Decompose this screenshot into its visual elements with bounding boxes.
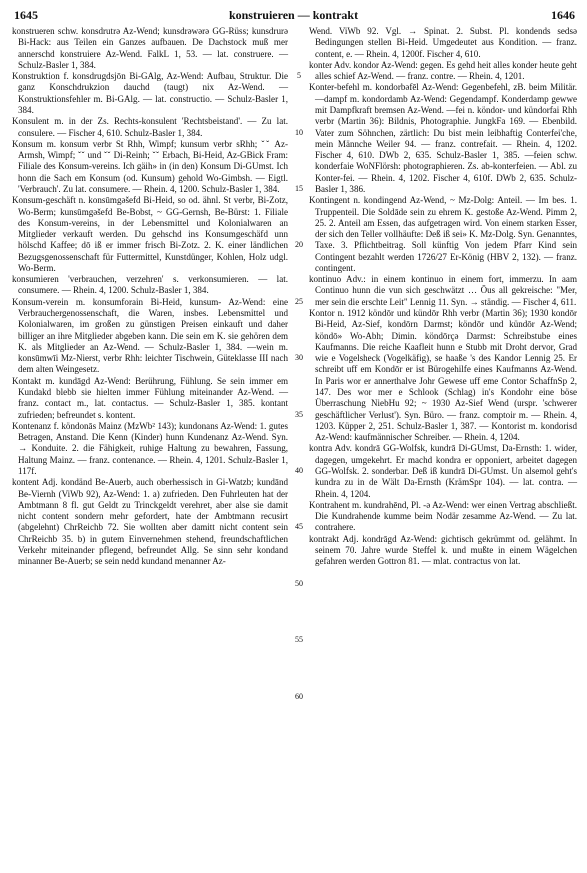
dictionary-entry: Konter-befehl m. kondorbəfēl Az-Wend: Gegenbefehl, zB. beim Militär. —dampf m. kondordamb Az-Wend: Gegendampf. Konderdamp gewwe mit Dampfkraft bremsen Az-Wend. —fei n. köndor- und kündorfai Rhh verbr (Martin 36): Bildnis, Photographie. JungkFa 169. — Ebenbild. Vater zum Söhnchen, zärtlich: Du bist mein leibhaftig Conterfei'che, mein Männche Weiler 94. — franz. contrefait. — Rhein. 4, 1202. Fischer 4, 610. DWb 2, 635. Schulz-Basler 1, 385. —feien schw. konderfaie WoNFlörsh: photographieren. Zs. ab-konterfeien. — Abl. zu Konter-fei. — Rhein. 4, 1202. Fischer 4, 610f. DWb 2, 635. Schulz-Basler 1, 386.: [309, 82, 577, 194]
dictionary-entry: Konsum-geschäft n. konsūmgəšefd Bi-Heid, so od. ähnl. St verbr, Bi-Zotz, Wo-Berm; kunsūmgəšefd Be-Bobst, ~ GG-Gernsh, Be-Bürst: 1. Filiale des Konsum-vereins, in der Lebensmittel und Kolonialwaren an Mitglieder verkauft werden. Du gehschd ins Konsumgeschäfd unn hölschd Kaffee; dō iß er immer frisch Bi-Zotz. 2. K. einer ländlichen Bezugsgenossenschaft für Futtermittel, Kunstdünger, Kohlen, Holz udgl. Wo-Berm.: [12, 195, 288, 273]
left-column: [12, 26, 288, 568]
line-number: 10: [295, 127, 303, 137]
line-number: 55: [295, 635, 303, 645]
line-number: 20: [295, 240, 303, 250]
dictionary-entry: kontrakt Adj. kondrāgd Az-Wend: gichtisch gekrümmt od. gelähmt. In seinem 70. Jahre wurde Steffel k. und mußte in einem Wägelchen gefahren werden Gottron 81. — mlat. contractus von lat.: [309, 533, 577, 567]
line-number: 35: [295, 409, 303, 419]
line-number: 40: [295, 465, 303, 475]
line-number: 45: [295, 522, 303, 532]
dictionary-entry: Kontakt m. kundāgd Az-Wend: Berührung, Fühlung. Se sein immer em Kundakd blebb sie hielten immer Fühlung miteinander Az-Wend. — franz. contact m., lat. contactus. — Schulz-Basler 1, 385. kontant zufrieden; befreundet s. kontent.: [12, 375, 288, 420]
line-number: 5: [297, 71, 301, 81]
dictionary-entry: konsumieren 'verbrauchen, verzehren' s. verkonsumieren. — lat. consumere. — Rhein. 4, 1200. Schulz-Basler 1, 384.: [12, 274, 288, 296]
line-number: 25: [295, 296, 303, 306]
line-number: 30: [295, 353, 303, 363]
dictionary-entry: Kontor n. 1912 köndōr und kündōr Rhh verbr (Martin 36); 1930 kondōr Bi-Heid, Az-Sief, kondōrn Darmst; köndōr und kündōr Az-Wend; köndō» Wo-Abh; Dimin. köndōrçə Darmst: Schreibstube eines Kaufmanns. Die reiche Kaafleit hunn e Stubb mit Droht dervor, Grad wie e Vogelsheck (Vogelkäfig), se haaße 's des Kandor Lennig 25. Er schreibt uff em Kondōr er ist Bürogehilfe eines Kaufmanns Az-Wend. In Paris wor er annerthalve Johr Gewese uff eme Contor SchaffnSp 2, 147. Des wor mer e Schlook (Schlag) in's Kondohr eine böse Überraschung NiebHu 92; ~ 1930 Az-Sief Wend (urspr. 'schwerer geschäftlicher Verlust'). Syn. Büro. — franz. comptoir m. — Rhein. 4, 1203. Küpper 2, 251. Schulz-Basler 1, 387. — Kontorist m. kondorisd Az-Wend: kaufmännischer Schreiber. — Rhein. 4, 1204.: [309, 308, 577, 443]
dictionary-entry: Konstruktion f. konsdrugdsjōn Bi-GAlg, Az-Wend: Aufbau, Struktur. Die ganz Konschdrukzion dauchd (taugt) nix Az-Wend. — Konstruktionsfehler m. Bi-GAlg. — lat. constructio. — Schulz-Basler 1, 384.: [12, 71, 288, 115]
right-column: [309, 26, 577, 568]
running-header: konstruieren — kontrakt: [228, 8, 359, 22]
dictionary-entry: Konsum-verein m. konsumforain Bi-Heid, kunsum- Az-Wend: eine Verbrauchergenossenschaft, die Waren, insbes. Lebensmittel und Kolonialwaren, im großen zu günstigen Preisen einkauft und daher billiger an ihre Mitglieder abgeben kann. Die sein em K. sie gehören dem K. als Mitglieder an Az-Wend. — Schulz-Basler 1, 384. —wein m. konsūmwīi Mz-Nierst, verbr Rhh: leichter Tischwein, Güteklasse III nach dem alten Weingesetz.: [12, 296, 288, 375]
dictionary-entry: kontinuo Adv.: in einem kontinuo in einem fort, immerzu. In aam Continuo hunn die vun sich geschwätzt … Ōus all gekreische: "Mer, mer sein die erschte Leit" Lennig 11. Syn. → ständig. — Fischer 4, 611.: [309, 274, 577, 307]
page-number-left: 1645: [14, 8, 38, 22]
dictionary-entry: Kontrahent m. kundrahēnd, Pl. -ə Az-Wend: wer einen Vertrag abschließt. Die Kundrahende kumme beim Nodär zesamme Az-Wend. — Zu lat. contrahere.: [309, 499, 577, 533]
dictionary-entry: Konsum m. konsum verbr St Rhh, Wimpf; kunsum verbr sRhh; ˇˇ Az-Armsh, Wimpf; ˇˇ und ˇˇ Di-Reinh; ˇˇ Erbach, Bi-Heid, Az-GBick Fram: Filiale des Konsum-vereins. Ich gäih» in (in den) Konsum Di-GUmst. Ich honn die Sach em Konsum (od. Kunsum) gehold Wo-Gimbsh. — Eigtl. 'Verbrauch'. Zu lat. consumere. — Rhein. 4, 1200. Schulz-Basler 1, 384.: [12, 138, 288, 194]
dictionary-entry: Kontenanz f. köndonās Mainz (MzWb² 143); kundonans Az-Wend: 1. gutes Betragen, Anstand. Die Kenn (Kinder) hunn Kundenanz Az-Wend. Syn. → Konduite. 2. die Fähigkeit, ruhige Haltung zu bewahren, Fassung, Haltung Mainz. — franz. contenance. — Rhein. 4, 1201. Schulz-Basler 1, 117f.: [12, 420, 288, 476]
dictionary-entry: kontent Adj. kondänd Be-Auerb, auch oberhessisch in Gi-Watzb; kundānd Be-Viernh (ViWb 92), Az-Wend: 1. a) zufrieden. Den Fuhrleuten hat der Ambtmann 8 fl. gut Geldt zu Trinckgeldt verehret, aber alse sie damit nicht content sondern mehr gefordert, hate der Ambtmann recusirt (abgelehnt) ChrReichb 72. Sie wollten aber damitt nicht content sein ChrReichb 35. b) in gutem Einvernehmen stehend, freundschaftlichen Verkehr miteinander pflegend, befreundet Allg. Se sinn sehr kondand minanner Be-Auerb; se sein nedd kundand menanner Az-: [12, 477, 288, 567]
dictionary-entry: Konsulent m. in der Zs. Rechts-konsulent 'Rechtsbeistand'. — Zu lat. consulere. — Fischer 4, 610. Schulz-Basler 1, 384.: [12, 116, 288, 138]
line-number: 60: [295, 691, 303, 701]
dictionary-entry: Kontingent n. kondingend Az-Wend, ~ Mz-Dolg: Anteil. — Im bes. 1. Truppenteil. Die Soldāde sein zu ehrem K. gestoße Az-Wend. Pimm 2, 25. 2. Anteil am Essen, das aufgetragen wird. Von einem starken Esser, der sich den Teller vollhäufte: Deß iß sei» K. Mz-Dolg. Syn. Genanntes, Taxe. 3. Pflichtbeitrag. Soll künftig Von jedem Pfarr Kind sein Contingent bezahlt werden 1726/27 Er-König (HBV 2, 132). — franz. contingent.: [309, 195, 577, 273]
page-number-right: 1646: [551, 8, 575, 22]
dictionary-entry: Wend. ViWb 92. Vgl. → Spinat. 2. Subst. Pl. kondends sedsə Bedingungen stellen Bi-Heid. Umgedeutet aus Kondition. — franz. content, e. — Rhein. 4, 1200f. Fischer 4, 610.: [309, 26, 577, 59]
dictionary-entry: kontra Adv. kondrā GG-Wolfsk, kundrā Di-GUmst, Da-Ernsth: 1. wider, dagegen, umgekehrt. Er machd kondra er opponiert, arbeitet dagegen GG-Wolfsk. 2. sonderbar. Deß iß kundrā Di-GUmst. Un alsemol geht's kundra zu in de Wält Da-Ernsth (KrämSpr 104). — lat. contra. — Rhein. 4, 1204.: [309, 443, 577, 499]
line-number: 50: [295, 578, 303, 588]
line-number: 15: [295, 183, 303, 193]
dictionary-entry: konter Adv. kondor Az-Wend: gegen. Es gehd heit alles konder heute geht alles schief Az-Wend. — franz. contre. — Rhein. 4, 1201.: [309, 59, 577, 82]
dictionary-entry: konstrueren schw. konsdrutrə Az-Wend; kunsdrəwərə GG-Rüss; kunsdrurə Bi-Hack: aus Teilen ein Ganzes aufbauen. De Dachstock muß mer annerschd konstruiere Az-Wend. FalkL 1, 53. — lat. construere. — Schulz-Basler 1, 384.: [12, 26, 288, 70]
